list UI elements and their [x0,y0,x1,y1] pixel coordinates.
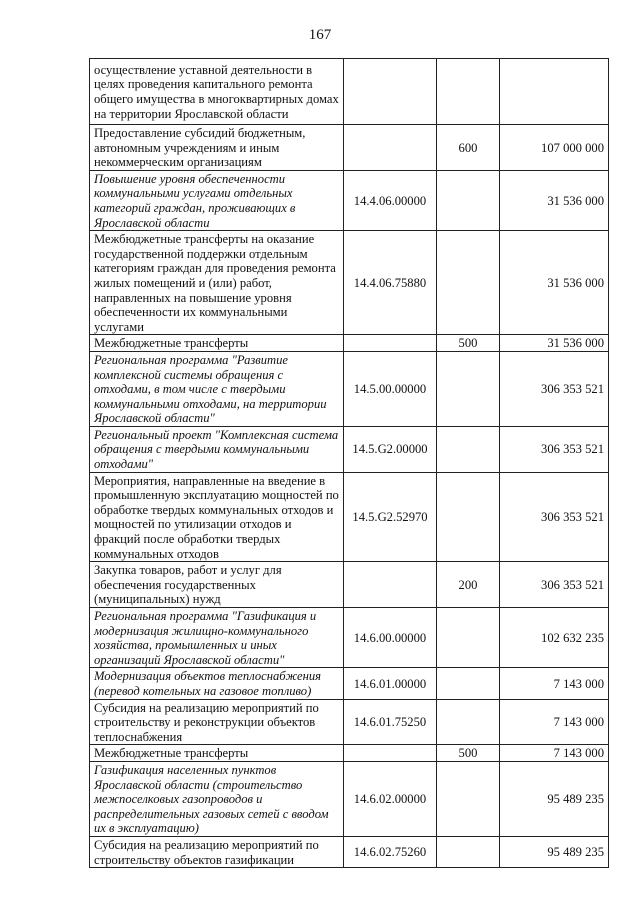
row-name: Модернизация объектов теплоснабжения (перевод котельных на газовое топливо) [90,668,344,699]
row-code [344,59,437,125]
row-expense-type [437,170,500,230]
row-name: Предоставление субсидий бюджетным, автономным учреждениям и иным некоммерческим организациям [90,125,344,171]
row-amount: 31 536 000 [500,335,609,352]
row-code: 14.5.00.00000 [344,351,437,426]
row-amount: 306 353 521 [500,351,609,426]
row-name: Мероприятия, направленные на введение в промышленную эксплуатацию мощностей по обработке твердых коммунальных отходов и мощностей по утилизации отходов и фракций после обработки твердых коммунальных отходов [90,472,344,562]
row-expense-type: 200 [437,562,500,608]
row-name: Закупка товаров, работ и услуг для обеспечения государственных (муниципальных) нужд [90,562,344,608]
row-expense-type: 500 [437,335,500,352]
row-amount: 306 353 521 [500,426,609,472]
row-expense-type [437,472,500,562]
row-name: Региональный проект "Комплексная система обращения с твердыми коммунальными отходами" [90,426,344,472]
row-name: осуществление уставной деятельности в целях проведения капитального ремонта общего имущества в многоквартирных домах на территории Ярославской области [90,59,344,125]
row-amount: 31 536 000 [500,170,609,230]
row-code [344,562,437,608]
table-row [90,836,609,867]
table-row [90,608,609,668]
row-amount: 95 489 235 [500,836,609,867]
row-expense-type [437,59,500,125]
row-code: 14.6.02.00000 [344,761,437,836]
table-row [90,562,609,608]
row-expense-type [437,426,500,472]
row-code: 14.5.G2.00000 [344,426,437,472]
table-row [90,59,609,125]
row-code: 14.5.G2.52970 [344,472,437,562]
row-code: 14.4.06.75880 [344,231,437,335]
budget-table-body [90,59,609,868]
row-name: Региональная программа "Развитие комплексной системы обращения с отходами, в том числе с твердыми коммунальными отходами, на территории Ярославской области" [90,351,344,426]
row-amount: 306 353 521 [500,562,609,608]
table-row [90,125,609,171]
row-name: Субсидия на реализацию мероприятий по строительству и реконструкции объектов теплоснабжения [90,699,344,745]
row-name: Субсидия на реализацию мероприятий по строительству объектов газификации [90,836,344,867]
row-code: 14.6.02.75260 [344,836,437,867]
row-name: Межбюджетные трансферты [90,335,344,352]
row-amount: 7 143 000 [500,699,609,745]
table-row [90,668,609,699]
row-code: 14.4.06.00000 [344,170,437,230]
row-name: Межбюджетные трансферты на оказание государственной поддержки отдельным категориям граждан для проведения ремонта жилых помещений и (или) работ, направленных на повышение уровня обеспеченности их коммунальными услугами [90,231,344,335]
row-amount: 31 536 000 [500,231,609,335]
row-code [344,745,437,762]
table-row [90,335,609,352]
row-expense-type [437,668,500,699]
row-expense-type: 500 [437,745,500,762]
row-expense-type: 600 [437,125,500,171]
row-amount: 7 143 000 [500,745,609,762]
budget-table [89,58,609,868]
row-expense-type [437,231,500,335]
row-code: 14.6.01.75250 [344,699,437,745]
table-row [90,426,609,472]
row-expense-type [437,699,500,745]
row-name: Повышение уровня обеспеченности коммунальными услугами отдельных категорий граждан, проживающих в Ярославской области [90,170,344,230]
row-code: 14.6.01.00000 [344,668,437,699]
row-code [344,335,437,352]
table-row [90,170,609,230]
table-row [90,231,609,335]
table-row [90,761,609,836]
row-name: Газификация населенных пунктов Ярославской области (строительство межпоселковых газопроводов и распределительных газовых сетей с вводом их в эксплуатацию) [90,761,344,836]
row-amount [500,59,609,125]
row-expense-type [437,351,500,426]
row-amount: 107 000 000 [500,125,609,171]
row-amount: 306 353 521 [500,472,609,562]
table-row [90,745,609,762]
page-number: 167 [308,27,332,43]
row-amount: 102 632 235 [500,608,609,668]
row-code [344,125,437,171]
table-row [90,699,609,745]
row-amount: 95 489 235 [500,761,609,836]
row-expense-type [437,761,500,836]
row-name: Региональная программа "Газификация и модернизация жилищно-коммунального хозяйства, промышленных и иных организаций Ярославской области" [90,608,344,668]
row-name: Межбюджетные трансферты [90,745,344,762]
table-row [90,472,609,562]
row-code: 14.6.00.00000 [344,608,437,668]
row-amount: 7 143 000 [500,668,609,699]
row-expense-type [437,836,500,867]
table-row [90,351,609,426]
row-expense-type [437,608,500,668]
